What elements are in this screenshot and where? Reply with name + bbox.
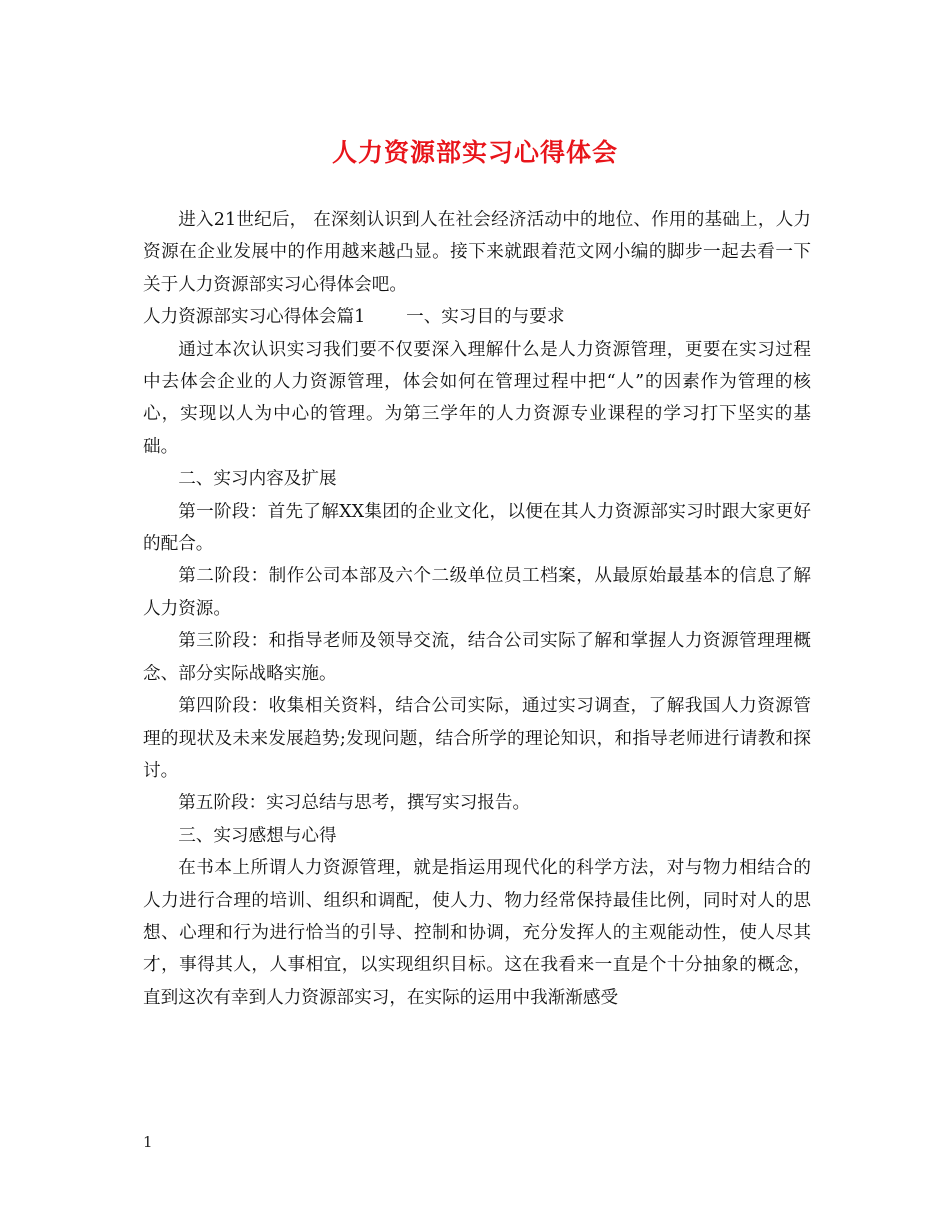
stage3-paragraph: 第三阶段：和指导老师及领导交流，结合公司实际了解和掌握人力资源管理理概念、部分实际战略实施。 (143, 631, 811, 684)
stage5-paragraph: 第五阶段：实习总结与思考，撰写实习报告。 (178, 793, 531, 814)
article-heading: 人力资源部实习心得体会篇1 一、实习目的与要求 (143, 307, 565, 328)
document-title: 人力资源部实习心得体会 (331, 138, 618, 167)
section2-heading: 二、实习内容及扩展 (178, 469, 337, 490)
intro-paragraph: 进入21世纪后， 在深刻认识到人在社会经济活动中的地位、作用的基础上，人力资源在企业发展中的作用越来越凸显。接下来就跟着范文网小编的脚步一起去看一下关于人力资源部实习心得体会吧。 (143, 210, 811, 295)
stage4-paragraph: 第四阶段：收集相关资料，结合公司实际，通过实习调查，了解我国人力资源管理的现状及未来发展趋势;发现问题，结合所学的理论知识，和指导老师进行请教和探讨。 (143, 696, 811, 781)
section3-heading: 三、实习感想与心得 (178, 825, 337, 846)
stage2-paragraph: 第二阶段：制作公司本部及六个二级单位员工档案，从最原始最基本的信息了解人力资源。 (143, 566, 811, 619)
goal-paragraph: 通过本次认识实习我们要不仅要深入理解什么是人力资源管理，更要在实习过程中去体会企业的人力资源管理，体会如何在管理过程中把“人”的因素作为管理的核心，实现以人为中心的管理。为第三学年的人力资源专业课程的学习打下坚实的基础。 (143, 339, 811, 457)
document-body (143, 204, 811, 1014)
reflection-paragraph: 在书本上所谓人力资源管理，就是指运用现代化的科学方法，对与物力相结合的人力进行合理的培训、组织和调配，使人力、物力经常保持最佳比例，同时对人的思想、心理和行为进行恰当的引导、控制和协调，充分发挥人的主观能动性，使人尽其才，事得其人，人事相宜，以实现组织目标。这在我看来一直是个十分抽象的概念，直到这次有幸到人力资源部实习，在实际的运用中我渐渐感受 (143, 858, 811, 1008)
page-number: 1 (143, 1133, 153, 1151)
stage1-paragraph: 第一阶段：首先了解XX集团的企业文化，以便在其人力资源部实习时跟大家更好的配合。 (143, 501, 811, 555)
